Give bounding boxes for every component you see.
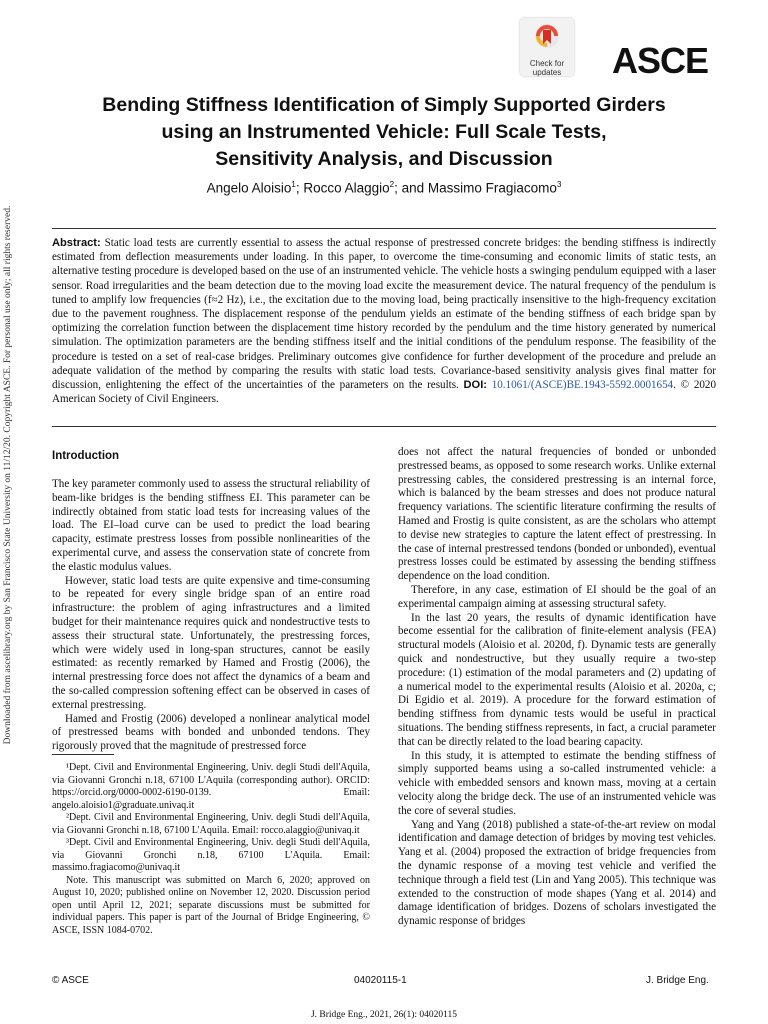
abstract-text: Static load tests are currently essential to assess the actual response of prestressed concrete bridges: the bending stiffness is indirectly estimated from deflection measurements under loading. In this paper, to overcome the time-consuming and economic limits of static tests, an alternative testing procedure is developed based on the use of an instrumented vehicle. The vehicle hosts a swinging pendulum equipped with a laser sensor. Road irregularities and the beam detection due to the moving load excite the measurement device. The natural frequency of the pendulum is tuned to amplify low frequencies (f≈2 Hz), i.e., the excitation due to the moving load, being practically insensitive to the high-frequency excitation due to the pavement roughness. The displacement response of the pendulum yields an estimate of the bending stiffness of each bridge span by optimizing the correlation function between the displacement time history recorded by the pendulum and the time history generated by numerical simulation. The optimization parameters are the bending stiffness itself and the initial conditions of the pendulum response. The feasibility of the procedure is tested on a set of real-case bridges. Preliminary outcomes give confidence for further development of the procedure and prelude an adequate validation of the method by comparing the results with static load tests. Covariance-based sensitivity analysis gives final matter for discussion, enlightening the effect of the uncertainties of the parameters on the results. (52, 237, 716, 392)
paragraph: Hamed and Frostig (2006) developed a nonlinear analytical model of prestressed beams with bonded and unbonded tendons. They rigorously proved that the magnitude of prestressed force (52, 712, 370, 753)
doi-link[interactable]: 10.1061/(ASCE)BE.1943-5592.0001654 (491, 379, 674, 392)
paragraph: Yang and Yang (2018) published a state-of-the-art review on modal identification and damage detection of bridges by moving test vehicles. Yang et al. (2004) proposed the extraction of bridge frequencies from the dynamic response of a moving test vehicle and verified the technique through a field test (Lin and Yang 2005). This technique was extended to the construction of mode shapes (Yang et al. 2014) and damage identification of bridges. Dozens of scholars investigated the dynamic response of bridges (398, 818, 716, 928)
abstract-label: Abstract: (52, 237, 101, 249)
footer-journal: J. Bridge Eng. (646, 975, 709, 986)
abstract-bottom-rule (52, 426, 716, 427)
download-side-note: Downloaded from ascelibrary.org by San Francisco State University on 11/12/20. Copyright ASCE. For personal use only; all rights reserved. (3, 205, 13, 745)
asce-logo: ASCE (612, 40, 709, 81)
manuscript-note: Note. This manuscript was submitted on March 6, 2020; approved on August 10, 2020; published online on November 12, 2020. Discussion period open until April 12, 2021; separate discussions must be submitted for individual papers. This paper is part of the Journal of Bridge Engineering, © ASCE, ISSN 1084-0702. (52, 874, 370, 936)
author-2: ; Rocco Alaggio (295, 180, 390, 196)
paragraph: In this study, it is attempted to estimate the bending stiffness of simply supported beams using a so-called instrumented vehicle: a vehicle with embedded sensors and known mass, moving at a certain velocity along the bridge deck. The use of an instrumented vehicle was the core of several studies. (398, 749, 716, 817)
title-line-1: Bending Stiffness Identification of Simply Supported Girders (102, 94, 666, 116)
badge-line1: Check for (529, 59, 565, 68)
paragraph: In the last 20 years, the results of dynamic identification have become essential for the calibration of finite-element analysis (FEA) structural models (Aloisio et al. 2020d, f). Dynamic tests are generally quick and nondestructive, but they usually require a two-step procedure: (1) estimation of the modal parameters and (2) updating of a numerical model to the experimental results (Aloisio et al. 2020a, c; Di Egidio et al. 2019). A procedure for the forward estimation of bending stiffness from dynamic tests would be useful in practical situations. The bending stiffness represents, in fact, a crucial parameter that can be directly related to the load bearing capacity. (398, 611, 716, 748)
author-3: ; and Massimo Fragiacomo (394, 180, 557, 196)
author-1-sup: 1 (291, 180, 296, 189)
author-3-sup: 3 (556, 180, 562, 189)
author-2-sup: 2 (389, 180, 395, 189)
badge-line2: updates (532, 68, 562, 77)
right-column (398, 446, 716, 929)
bookmark-icon (532, 22, 562, 54)
title-line-3: Sensitivity Analysis, and Discussion (215, 148, 553, 170)
section-heading-introduction: Introduction (52, 450, 120, 462)
footnote-1: ¹Dept. Civil and Environmental Engineering, Univ. degli Studi dell'Aquila, via Giovanni Gronchi n.18, 67100 L'Aquila (corresponding author). ORCID: https://orcid.org/0000-0002-6190-0139. Email: angelo.aloisio1@graduate.univaq.it (52, 762, 370, 811)
left-column (52, 478, 370, 754)
paragraph: However, static load tests are quite expensive and time-consuming to be repeated for every single bridge span of an entire road infrastructure: the problem of aging infrastructures and a limited budget for their maintenance requires quick and nondestructive tests to assess their structural state. Unfortunately, the prestressing forces, which were widely used in long-span structures, cannot be easily estimated: as recently remarked by Hamed and Frostig (2006), the internal prestressing force does not affect the dynamics of a beam and the so-called compression softening effect can be observed in cases of external prestressing. (52, 574, 370, 711)
footer-page-id: 04020115-1 (354, 975, 407, 986)
doi-label: DOI: (463, 379, 487, 392)
footnote-2: ²Dept. Civil and Environmental Engineering, Univ. degli Studi dell'Aquila, via Giovanni Gronchi n.18, 67100 L'Aquila. Email: rocco.alaggio@univaq.it (52, 812, 370, 836)
paragraph: does not affect the natural frequencies of bonded or unbonded prestressed beams, as opposed to some research works. Unlike external prestressing cables, the considered prestressing is an internal force, which is balanced by the beam stresses and does not produce natural frequency variations. The scientific literature confirming the results of Hamed and Frostig is quite consistent, as are the scholars who attempt to devise new strategies to capture the latent effect of prestressing. In the case of internal prestressed tendons (bonded or unbonded), eventual prestress losses could be estimated by assessing the bending stiffness dependence on the load condition. (398, 446, 716, 583)
author-1: Angelo Aloisio (206, 180, 292, 196)
paragraph: The key parameter commonly used to assess the structural reliability of beam-like bridges is the bending stiffness EI. This parameter can be indirectly obtained from static load tests for increasing values of the load. The EI–load curve can be used to predict the load bearing capacity, estimate prestress losses from possible nonlinearities of the experimental curve, and assess the conservation state of concrete from the elastic modulus values. (52, 478, 370, 573)
footer-copyright: © ASCE (52, 975, 89, 986)
check-for-updates-badge[interactable] (520, 18, 574, 76)
abstract-top-rule (52, 228, 716, 229)
author-list (40, 180, 728, 196)
paper-title (40, 92, 728, 173)
footnotes (52, 762, 370, 937)
paragraph: Therefore, in any case, estimation of EI should be the goal of an experimental campaign aiming at assessing structural safety. (398, 583, 716, 610)
abstract (52, 236, 716, 406)
footnote-rule (52, 754, 114, 755)
citation-line: J. Bridge Eng., 2021, 26(1): 04020115 (310, 1010, 458, 1020)
footnote-3: ³Dept. Civil and Environmental Engineering, Univ. degli Studi dell'Aquila, via Giovanni Gronchi n.18, 67100 L'Aquila. Email: massimo.fragiacomo@univaq.it (52, 837, 370, 873)
abstract-copyright: . © 2020 American Society of Civil Engineers. (52, 379, 717, 406)
title-line-2: using an Instrumented Vehicle: Full Scale Tests, (161, 121, 607, 143)
